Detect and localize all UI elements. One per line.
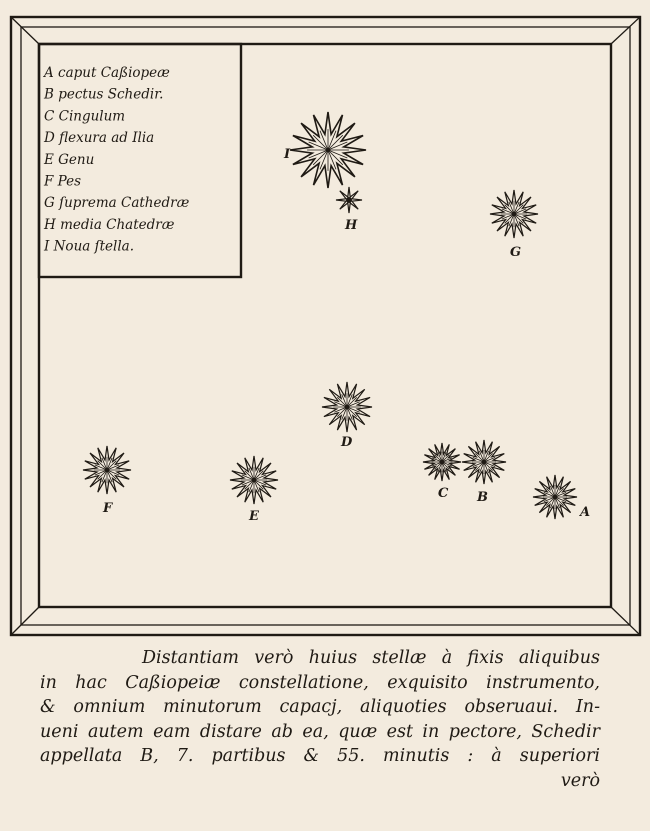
caption-line-5: appellata B, 7. partibus & 55. minutis : à superiori [40, 746, 600, 766]
star-h-core [346, 197, 352, 203]
caption-text [40, 646, 600, 793]
legend-item-b: B pectus Schedir. [44, 86, 164, 103]
star-d-label: D [341, 435, 353, 450]
star-e-rays [241, 467, 267, 493]
star-a-rays [543, 485, 567, 509]
star-f-label: F [103, 501, 113, 516]
legend-item-i: I Noua ſtella. [44, 238, 134, 255]
star-i-label: I [284, 147, 291, 162]
legend-item-h: H media Chatedræ [44, 216, 175, 233]
star-g-rays [501, 201, 527, 227]
star-c-label: C [438, 486, 449, 501]
star-g-label: G [510, 245, 522, 260]
legend-item-e: E Genu [44, 151, 95, 168]
star-a [533, 475, 590, 520]
star-i [283, 112, 366, 188]
legend-item-d: D flexura ad Ilia [44, 130, 155, 147]
star-b [462, 440, 506, 505]
star-c-rays [432, 452, 453, 473]
star-e [230, 456, 278, 524]
star-d-rays [333, 393, 361, 421]
star-b-rays [472, 450, 496, 474]
star-f-rays [94, 457, 120, 483]
caption-line-4: ueni autem eam distare ab ea, quæ est in pectore, Schedir [40, 721, 600, 742]
legend-item-f: F Pes [44, 173, 82, 190]
star-field [83, 112, 590, 524]
caption-line-6: verò [560, 770, 600, 791]
star-c [423, 443, 461, 501]
legend [42, 65, 190, 255]
caption-line-3: & omnium minutorum capacj, aliquoties obseruaui. In- [40, 697, 600, 717]
caption-line-2: in hac Caßiopeiæ constellatione, exquisito instrumento, [40, 672, 600, 693]
caption-line-1: Distantiam verò huius stellæ à fixis aliquibus [142, 648, 600, 668]
star-h [336, 187, 362, 233]
star-e-label: E [249, 509, 259, 524]
legend-item-c: C Cingulum [44, 108, 126, 125]
star-f [83, 446, 131, 516]
star-h-label: H [345, 218, 358, 233]
star-b-label: B [477, 490, 488, 505]
star-i-rays [307, 129, 349, 171]
star-d [322, 382, 372, 450]
legend-item-a: A caput Caßiopeæ [44, 65, 170, 81]
legend-item-g: G ſuprema Cathedræ [44, 195, 190, 212]
star-g [490, 190, 538, 260]
star-a-label: A [580, 505, 591, 520]
